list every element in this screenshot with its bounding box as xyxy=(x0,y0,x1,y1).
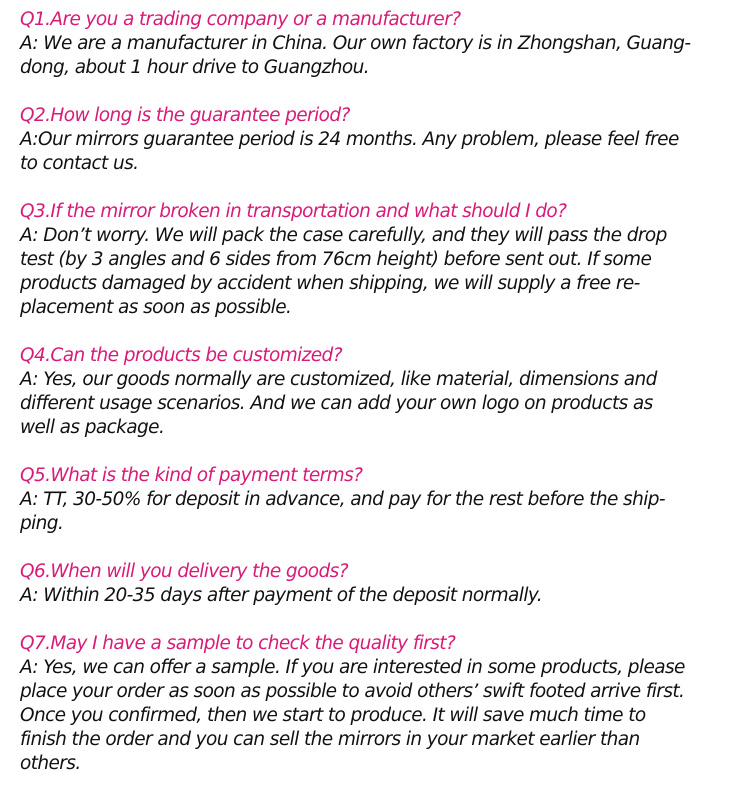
answer-line: place your order as soon as possible to avoid others’ swift footed arrive first. xyxy=(20,681,685,702)
answer-text xyxy=(20,584,736,608)
answer-text xyxy=(20,368,736,440)
faq-item-q3 xyxy=(20,200,736,320)
answer-text xyxy=(20,656,736,776)
answer-line: A:Our mirrors guarantee period is 24 months. Any problem, please feel free xyxy=(20,129,679,150)
answer-line: test (by 3 angles and 6 sides from 76cm height) before sent out. If some xyxy=(20,249,652,270)
answer-line: A: Don’t worry. We will pack the case carefully, and they will pass the drop xyxy=(20,225,667,246)
faq-item-q6 xyxy=(20,560,736,608)
answer-text xyxy=(20,224,736,320)
answer-line: A: We are a manufacturer in China. Our own factory is in Zhongshan, Guang- xyxy=(20,33,691,54)
question-text: Q5.What is the kind of payment terms? xyxy=(20,465,363,486)
question-text: Q2.How long is the guarantee period? xyxy=(20,105,350,126)
answer-text xyxy=(20,128,736,176)
question-text: Q1.Are you a trading company or a manufacturer? xyxy=(20,9,461,30)
answer-line: different usage scenarios. And we can add your own logo on products as xyxy=(20,393,653,414)
faq-item-q5 xyxy=(20,464,736,536)
answer-text xyxy=(20,488,736,536)
answer-line: placement as soon as possible. xyxy=(20,297,292,318)
answer-line: A: Within 20-35 days after payment of the deposit normally. xyxy=(20,585,543,606)
answer-line: A: Yes, we can offer a sample. If you are interested in some products, please xyxy=(20,657,685,678)
answer-line: to contact us. xyxy=(20,153,139,174)
answer-line: Once you confirmed, then we start to produce. It will save much time to xyxy=(20,705,646,726)
faq-item-q1 xyxy=(20,8,736,80)
answer-text xyxy=(20,32,736,80)
faq-item-q7 xyxy=(20,632,736,776)
answer-line: dong, about 1 hour drive to Guangzhou. xyxy=(20,57,370,78)
answer-line: well as package. xyxy=(20,417,165,438)
answer-line: ping. xyxy=(20,513,64,534)
answer-line: finish the order and you can sell the mirrors in your market earlier than xyxy=(20,729,640,750)
question-text: Q6.When will you delivery the goods? xyxy=(20,561,348,582)
faq-list xyxy=(20,8,736,800)
faq-item-q2 xyxy=(20,104,736,176)
answer-line: others. xyxy=(20,753,81,774)
faq-item-q4 xyxy=(20,344,736,440)
question-text: Q3.If the mirror broken in transportation and what should I do? xyxy=(20,201,567,222)
question-text: Q4.Can the products be customized? xyxy=(20,345,342,366)
answer-line: A: TT, 30-50% for deposit in advance, and pay for the rest before the ship- xyxy=(20,489,665,510)
answer-line: A: Yes, our goods normally are customized, like material, dimensions and xyxy=(20,369,657,390)
answer-line: products damaged by accident when shipping, we will supply a free re- xyxy=(20,273,640,294)
question-text: Q7.May I have a sample to check the quality first? xyxy=(20,633,456,654)
